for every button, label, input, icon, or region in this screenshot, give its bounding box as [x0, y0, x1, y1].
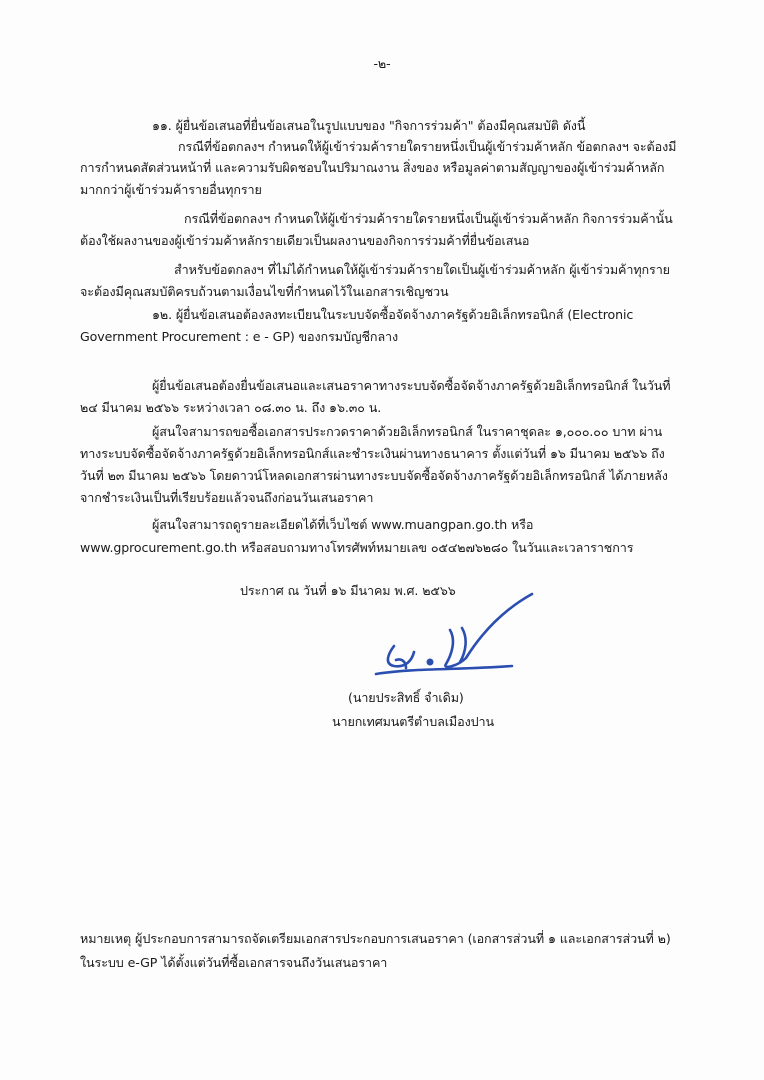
- announcement-date: ประกาศ ณ วันที่ ๑๖ มีนาคม พ.ศ. ๒๕๖๖: [240, 583, 456, 598]
- remark-line2: ในระบบ e-GP ได้ตั้งแต่วันที่ซื้อเอกสารจนถึงวันเสนอราคา: [80, 955, 388, 970]
- purchase-line2: ทางระบบจัดซื้อจัดจ้างภาครัฐด้วยอิเล็กทรอนิกส์และชำระเงินผ่านทางธนาคาร ตั้งแต่วันที่ ๑๖ มีนาคม ๒๕๖๖ ถึง: [80, 446, 665, 461]
- signer-title: นายกเทศมนตรีตำบลเมืองปาน: [332, 714, 494, 729]
- contact-line2: www.gprocurement.go.th หรือสอบถามทางโทรศัพท์หมายเลข ๐๕๔๒๗๖๒๘๐ ในวันและเวลาราชการ: [80, 540, 634, 555]
- clause-11-p3-line2: จะต้องมีคุณสมบัติครบถ้วนตามเงื่อนไขที่กำหนดไว้ในเอกสารเชิญชวน: [80, 284, 449, 299]
- submission-line2: ๒๔ มีนาคม ๒๕๖๖ ระหว่างเวลา ๐๘.๓๐ น. ถึง ๑๖.๓๐ น.: [80, 400, 382, 415]
- clause-11-p3-line1: สำหรับข้อตกลงฯ ที่ไม่ได้กำหนดให้ผู้เข้าร่วมค้ารายใดเป็นผู้เข้าร่วมค้าหลัก ผู้เข้าร่วมค้าทุกราย: [174, 262, 670, 277]
- clause-11-p1-line2: การกำหนดสัดส่วนหน้าที่ และความรับผิดชอบในปริมาณงาน สิ่งของ หรือมูลค่าตามสัญญาของผู้เข้าร่วมค้าหลัก: [80, 160, 665, 175]
- purchase-line4: จากชำระเงินเป็นที่เรียบร้อยแล้วจนถึงก่อนวันเสนอราคา: [80, 490, 374, 505]
- clause-11-heading: ๑๑. ผู้ยื่นข้อเสนอที่ยื่นข้อเสนอในรูปแบบของ "กิจการร่วมค้า" ต้องมีคุณสมบัติ ดังนี้: [152, 118, 586, 133]
- signature-image: [372, 588, 552, 688]
- purchase-line1: ผู้สนใจสามารถขอซื้อเอกสารประกวดราคาด้วยอิเล็กทรอนิกส์ ในราคาชุดละ ๑,๐๐๐.๐๐ บาท ผ่าน: [152, 424, 663, 439]
- clause-11-p1-line1: กรณีที่ข้อตกลงฯ กำหนดให้ผู้เข้าร่วมค้ารายใดรายหนึ่งเป็นผู้เข้าร่วมค้าหลัก ข้อตกลงฯ จะต้องมี: [178, 139, 677, 154]
- clause-11-p2-line2: ต้องใช้ผลงานของผู้เข้าร่วมค้าหลักรายเดียวเป็นผลงานของกิจการร่วมค้าที่ยื่นข้อเสนอ: [80, 233, 530, 248]
- contact-line1: ผู้สนใจสามารถดูรายละเอียดได้ที่เว็บไซต์ www.muangpan.go.th หรือ: [152, 517, 534, 532]
- clause-12-line1: ๑๒. ผู้ยื่นข้อเสนอต้องลงทะเบียนในระบบจัดซื้อจัดจ้างภาครัฐด้วยอิเล็กทรอนิกส์ (Electronic: [152, 307, 634, 322]
- clause-11-p1-line3: มากกว่าผู้เข้าร่วมค้ารายอื่นทุกราย: [80, 182, 262, 197]
- remark-line1: หมายเหตุ ผู้ประกอบการสามารถจัดเตรียมเอกสารประกอบการเสนอราคา (เอกสารส่วนที่ ๑ และเอกสารส่วนที่ ๒): [80, 931, 671, 946]
- submission-line1: ผู้ยื่นข้อเสนอต้องยื่นข้อเสนอและเสนอราคาทางระบบจัดซื้อจัดจ้างภาครัฐด้วยอิเล็กทรอนิกส์ ในวันที่: [152, 378, 671, 393]
- page-number: -๒-: [373, 56, 391, 71]
- clause-12-line2: Government Procurement : e - GP) ของกรมบัญชีกลาง: [80, 329, 399, 344]
- signer-name: (นายประสิทธิ์ จำเดิม): [348, 690, 464, 705]
- purchase-line3: วันที่ ๒๓ มีนาคม ๒๕๖๖ โดยดาวน์โหลดเอกสารผ่านทางระบบจัดซื้อจัดจ้างภาครัฐด้วยอิเล็กทรอนิกส์ ได้ภายหลัง: [80, 468, 668, 483]
- clause-11-p2-line1: กรณีที่ข้อตกลงฯ กำหนดให้ผู้เข้าร่วมค้ารายใดรายหนึ่งเป็นผู้เข้าร่วมค้าหลัก กิจการร่วมค้านั้น: [184, 211, 673, 226]
